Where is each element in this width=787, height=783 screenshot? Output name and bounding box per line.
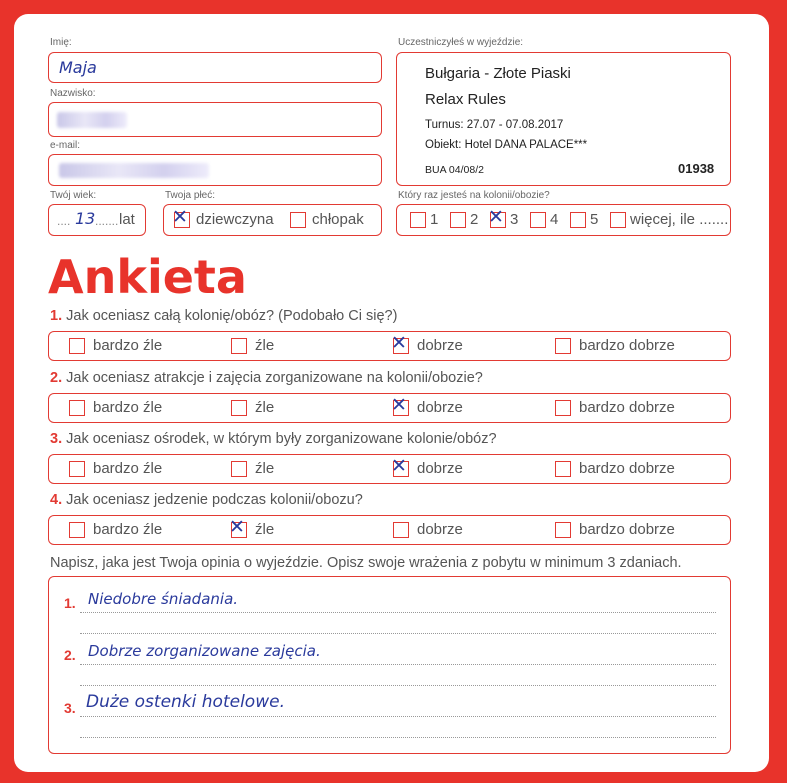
opinion-line: [80, 716, 716, 717]
times-label: Który raz jesteś na kolonii/obozie?: [398, 190, 550, 201]
opinion-text-3: Duże ostenki hotelowe.: [86, 692, 285, 712]
question-text: Jak oceniasz jedzenie podczas kolonii/obozu?: [66, 492, 363, 508]
trip-destination: Bułgaria - Złote Piaski: [425, 65, 571, 82]
answer-checkbox[interactable]: [555, 461, 571, 477]
opinion-prompt: Napisz, jaka jest Twoja opinia o wyjeździe. Opisz swoje wrażenia z pobytu w minimum 3 zdaniach.: [50, 555, 682, 571]
opinion-num-2: 2.: [64, 647, 76, 663]
answer-option-label: bardzo dobrze: [579, 460, 675, 477]
answer-option-label: bardzo źle: [93, 521, 163, 538]
name-label: Imię:: [50, 37, 72, 48]
answer-row-2: [48, 393, 731, 423]
sex-option-girl: dziewczyna: [196, 211, 274, 228]
answer-option-label: bardzo źle: [93, 337, 163, 354]
answer-checkbox[interactable]: [555, 400, 571, 416]
answer-checkbox[interactable]: [231, 400, 247, 416]
question-1: [50, 308, 397, 324]
opinion-text-2: Dobrze zorganizowane zajęcia.: [88, 642, 321, 660]
times-checkbox-2[interactable]: [450, 212, 466, 228]
question-text: Jak oceniasz całą kolonię/obóz? (Podobało Ci się?): [66, 308, 398, 324]
answer-checkbox[interactable]: [391, 394, 409, 416]
opinion-line: [80, 633, 716, 634]
age-label: Twój wiek:: [50, 190, 97, 201]
survey-title: Ankieta: [48, 250, 247, 304]
check-mark-icon: ✕: [229, 516, 245, 538]
answer-checkbox[interactable]: [555, 522, 571, 538]
answer-option-label: bardzo dobrze: [579, 337, 675, 354]
age-field[interactable]: [48, 204, 146, 236]
trip-program: Relax Rules: [425, 91, 506, 108]
times-option-2: 2: [470, 211, 479, 228]
email-field[interactable]: [48, 154, 382, 186]
name-field[interactable]: [48, 52, 382, 83]
times-checkbox-1[interactable]: [410, 212, 426, 228]
answer-checkbox[interactable]: [391, 332, 409, 354]
answer-option-label: bardzo dobrze: [579, 399, 675, 416]
times-checkbox-5[interactable]: [570, 212, 586, 228]
answer-option-label: dobrze: [417, 521, 463, 538]
trip-code: BUA 04/08/2: [425, 164, 484, 176]
sex-label: Twoja płeć:: [165, 190, 216, 201]
sex-option-boy: chłopak: [312, 211, 364, 228]
surname-field[interactable]: [48, 102, 382, 137]
answer-checkbox[interactable]: [391, 455, 409, 477]
opinion-line: [80, 612, 716, 613]
answer-option-label: źle: [255, 460, 275, 477]
trip-obiekt: Obiekt: Hotel DANA PALACE***: [425, 139, 588, 151]
answer-option-label: dobrze: [417, 399, 463, 416]
times-option-5: 5: [590, 211, 599, 228]
answer-option-label: źle: [255, 337, 275, 354]
answer-checkbox[interactable]: [231, 338, 247, 354]
question-2: [50, 370, 483, 386]
answer-checkbox[interactable]: [555, 338, 571, 354]
question-number: 4.: [50, 492, 63, 508]
answer-checkbox[interactable]: [69, 400, 85, 416]
question-4: [50, 492, 363, 508]
trip-number: 01938: [678, 161, 715, 176]
opinion-line: [80, 737, 716, 738]
answer-checkbox[interactable]: [69, 338, 85, 354]
answer-option-label: bardzo źle: [93, 460, 163, 477]
times-field: [396, 204, 731, 236]
age-unit: lat: [119, 211, 135, 228]
times-checkbox-3[interactable]: [488, 206, 506, 228]
question-text: Jak oceniasz ośrodek, w którym były zorganizowane kolonie/obóz?: [66, 431, 497, 447]
answer-checkbox[interactable]: [69, 461, 85, 477]
answer-row-4: [48, 515, 731, 545]
name-value: Maja: [59, 58, 97, 77]
times-option-more: więcej, ile .......: [630, 211, 729, 228]
answer-checkbox[interactable]: [393, 522, 409, 538]
answer-option-label: źle: [255, 521, 275, 538]
email-label: e-mail:: [50, 140, 81, 151]
question-3: [50, 431, 497, 447]
times-option-4: 4: [550, 211, 559, 228]
check-mark-icon: ✕: [172, 206, 188, 228]
email-redacted: [59, 163, 209, 178]
question-text: Jak oceniasz atrakcje i zajęcia zorganizowane na kolonii/obozie?: [66, 370, 483, 386]
answer-option-label: bardzo źle: [93, 399, 163, 416]
question-number: 1.: [50, 308, 63, 324]
sex-field: [163, 204, 382, 236]
check-mark-icon: ✕: [391, 332, 407, 354]
answer-checkbox[interactable]: [229, 516, 247, 538]
sex-checkbox-girl[interactable]: [172, 206, 190, 228]
times-checkbox-4[interactable]: [530, 212, 546, 228]
question-number: 2.: [50, 370, 63, 386]
trip-turnus: Turnus: 27.07 - 07.08.2017: [425, 119, 564, 131]
opinion-text-1: Niedobre śniadania.: [88, 590, 239, 608]
answer-option-label: dobrze: [417, 337, 463, 354]
answer-checkbox[interactable]: [69, 522, 85, 538]
opinion-line: [80, 685, 716, 686]
age-value: 13: [75, 209, 96, 228]
answer-row-3: [48, 454, 731, 484]
check-mark-icon: ✕: [391, 455, 407, 477]
answer-option-label: dobrze: [417, 460, 463, 477]
sex-checkbox-boy[interactable]: [290, 212, 306, 228]
opinion-num-3: 3.: [64, 700, 76, 716]
surname-label: Nazwisko:: [50, 88, 96, 99]
answer-row-1: [48, 331, 731, 361]
opinion-num-1: 1.: [64, 595, 76, 611]
surname-redacted: [57, 112, 127, 128]
check-mark-icon: ✕: [488, 206, 504, 228]
question-number: 3.: [50, 431, 63, 447]
times-option-1: 1: [430, 211, 439, 228]
times-option-3: 3: [510, 211, 519, 228]
answer-option-label: źle: [255, 399, 275, 416]
trip-info-box: [396, 52, 731, 186]
check-mark-icon: ✕: [391, 394, 407, 416]
times-checkbox-more[interactable]: [610, 212, 626, 228]
participated-label: Uczestniczyłeś w wyjeździe:: [398, 37, 524, 48]
age-dots: ....: [57, 214, 71, 228]
opinion-line: [80, 664, 716, 665]
answer-checkbox[interactable]: [231, 461, 247, 477]
age-dots-2: .......: [95, 214, 119, 228]
answer-option-label: bardzo dobrze: [579, 521, 675, 538]
